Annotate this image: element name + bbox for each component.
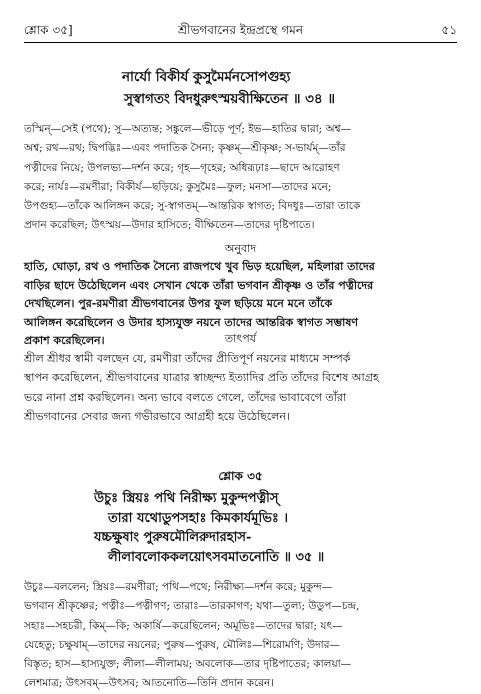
synonym-line: অশ্ব; রথ—রথ; দ্বিপদ্ভিঃ—এবং পদাতিক সৈন্য; কৃষ্ণম্—শ্রীকৃষ্ণ; স-ভার্যম্—তাঁর [24, 142, 346, 155]
purport-heading: তাৎপর্য [224, 332, 257, 345]
synonym-line: উপগুহ্য—তাঁকে আলিঙ্গন করে; সু-স্বাগতম্—আন্তরিক স্বাগত; বিদধুঃ—তারা তাকে [24, 200, 361, 213]
synonym-line: ভগবান শ্রীকৃষ্ণের; পত্নীঃ—পত্নীগণ; তারাঃ—তারকাগণ; যথা—তুল্য; উডুপ—চন্দ্র, [24, 600, 360, 613]
synonym-line: বিস্তৃত; হাস—হাস্যযুক্ত; লীলা—লীলাময়; অবলোক—তার দৃষ্টিপাতের; কালয়া— [24, 658, 352, 671]
purport-line: স্থাপন করেছিলেন, শ্রীভগবানের যাত্রার স্বাচ্ছন্দ্য ইত্যাদির প্রতি তাঁদের বিশেষ আগ্রহ [24, 371, 379, 385]
synonym-line: প্রদান করেছিল; উৎস্ময়—উদার হাসিতে; বীক্ষিতেন—তাদের দৃষ্টিপাতে। [24, 219, 315, 232]
synonym-line: উচুঃ—বললেন; স্ত্রিয়ঃ—রমণীরা; পথি—পথে; নিরীক্ষ্য—দর্শন করে; মুকুন্দ— [24, 581, 333, 593]
synonym-line: পত্নীদের নিয়ে; উপলভ্য—দর্শন করে; গৃহ—গৃহের; অধিরূঢ়াঃ—ছাদে আরোহণ [24, 161, 340, 174]
verse34-line-1: নার্যো বিকীর্য কুসুমৈর্মনসোপগুহ্য [122, 69, 291, 85]
synonym-line: যেহেতু; চক্ষুষাম্—তাদের নয়নের; পুরুষ—পুরুষ, মৌলিঃ—শিরোমণি; উদার— [24, 638, 340, 651]
page-number: ৫১ [441, 23, 457, 37]
page-header [24, 22, 457, 42]
synonym-line: করে; নার্যঃ—রমণীরা; বিকীর্য—ছড়িয়ে; কুসুমৈঃ—ফুল; মনসা—তাদের মনে; [24, 180, 332, 193]
verse35-line: যচ্চক্ষুষাং পুরুষমৌলিরুদারহাস- [94, 530, 252, 545]
purport-line: শ্রীল শ্রীধর স্বামী বলছেন যে, রমণীরা তাঁদের প্রীতিপূর্ণ নয়নের মাধ্যমে সম্পর্ক [24, 352, 351, 365]
verse34-line-2: সুস্বাগতং বিদধুরুৎস্ময়বীক্ষিতেন ॥ ৩৪ ॥ [124, 91, 336, 107]
verse35-line: লীলাবলোককলয়োৎসবমাতনোতি ॥ ৩৫ ॥ [108, 549, 325, 565]
translation-line: বাড়ির ছাদে উঠেছিলেন এবং সেখান থেকে তাঁরা ভগবান শ্রীকৃষ্ণ ও তাঁর পত্নীদের [24, 278, 374, 292]
purport-line: ভরে নানা প্রশ্ন করছিলেন। অন্য ভাবে বলতে গেলে, তাঁদের ভাবাবেগে তাঁরা [24, 390, 347, 404]
synonym-line: সহাঃ—সহচরী, কিম্—কি; অকার্ষি—করেছিলেন; অমূভিঃ—তাদের দ্বারা; যৎ— [24, 619, 343, 632]
purport-line: শ্রীভগবানের সেবার জন্য গভীরভাবে আগ্রহী হয়ে উঠেছিলেন। [24, 409, 290, 423]
synonym-line: লেশমাত্র; উৎসবম্—উৎসব; আতনোতি—তিনি প্রদান করেন। [24, 677, 275, 690]
verse35-line: তারা যথোডুপসহাঃ কিমকার্যমূভিঃ । [108, 510, 289, 526]
synonyms-35 [24, 578, 457, 694]
header-rule [24, 42, 457, 43]
header-verse-ref: শ্লোক ৩৫] [24, 23, 73, 37]
translation-line: হাতি, ঘোড়া, রথ ও পদাতিক সৈন্যে রাজপথে খুব ভিড় হয়েছিল, মহিলারা তাদের [24, 260, 375, 273]
translation-line: আলিঙ্গন করেছিলেন ও উদার হাস্যযুক্ত নয়নে তাদের আন্তরিক স্বাগত সম্ভাষণ [24, 315, 359, 329]
translation-line: প্রকাশ করেছিলেন। [24, 334, 105, 347]
verse35 [24, 489, 457, 567]
synonym-line: তস্মিন্—সেই (পথে); সু—অত্যন্ত; সঙ্কুলে—ভীড়ে পূর্ণ; ইভ—হাতির দ্বারা; অশ্ব— [24, 123, 352, 135]
translation-line: দেখছিলেন। পুর-রমণীরা শ্রীভগবানের উপর ফুল ছড়িয়ে মনে মনে তাঁকে [24, 297, 333, 310]
translation-heading: অনুবাদ [224, 242, 257, 255]
synonyms-34 [24, 120, 457, 236]
verse35-line: উচুঃ স্ত্রিয়ঃ পথি নিরীক্ষ্য মুকুন্দপত্নীস্ [94, 491, 279, 506]
purport [24, 349, 457, 426]
verse35-heading: শ্লোক ৩৫ [218, 469, 263, 483]
header-title: শ্রীভগবানের ইন্দ্রপ্রস্থে গমন [177, 23, 304, 37]
